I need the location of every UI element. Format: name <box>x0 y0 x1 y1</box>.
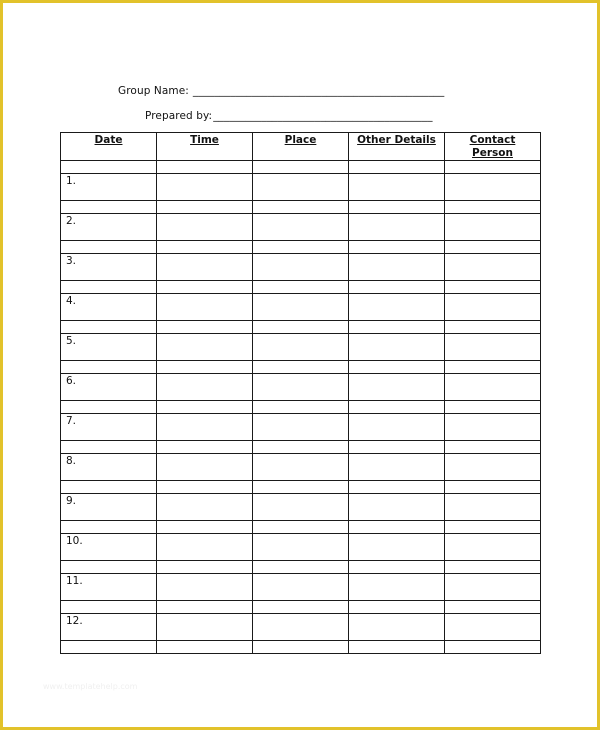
cell-other-details[interactable] <box>349 334 445 361</box>
table-row <box>61 214 541 241</box>
row-number-cell[interactable]: 7. <box>61 414 157 441</box>
cell-contact-person[interactable] <box>445 334 541 361</box>
group-name-blank-line[interactable]: _______________________________________________ <box>192 85 445 97</box>
cell-time[interactable] <box>157 334 253 361</box>
schedule-table-body <box>61 161 541 654</box>
cell-contact-person[interactable] <box>445 441 541 454</box>
cell-date[interactable] <box>61 441 157 454</box>
cell-time[interactable] <box>157 521 253 534</box>
cell-other-details[interactable] <box>349 641 445 654</box>
cell-place[interactable] <box>253 174 349 201</box>
cell-other-details[interactable] <box>349 521 445 534</box>
table-spacer-row <box>61 561 541 574</box>
cell-contact-person[interactable] <box>445 401 541 414</box>
row-number-cell[interactable]: 6. <box>61 374 157 401</box>
table-row <box>61 174 541 201</box>
cell-place[interactable] <box>253 334 349 361</box>
cell-time[interactable] <box>157 294 253 321</box>
cell-time[interactable] <box>157 174 253 201</box>
cell-place[interactable] <box>253 294 349 321</box>
cell-contact-person[interactable] <box>445 174 541 201</box>
cell-place[interactable] <box>253 614 349 641</box>
cell-other-details[interactable] <box>349 414 445 441</box>
cell-place[interactable] <box>253 241 349 254</box>
watermark-text: www.templatehelp.com <box>43 682 138 691</box>
row-number-cell[interactable]: 10. <box>61 534 157 561</box>
table-row <box>61 454 541 481</box>
cell-place[interactable] <box>253 374 349 401</box>
cell-place[interactable] <box>253 281 349 294</box>
cell-date[interactable] <box>61 601 157 614</box>
cell-other-details[interactable] <box>349 494 445 521</box>
cell-time[interactable] <box>157 241 253 254</box>
column-header-other-details: Other Details <box>349 133 445 161</box>
row-number-cell[interactable]: 3. <box>61 254 157 281</box>
column-header-contact-person: Contact Person <box>445 133 541 161</box>
cell-other-details[interactable] <box>349 214 445 241</box>
prepared-by-field <box>145 110 433 122</box>
cell-other-details[interactable] <box>349 401 445 414</box>
row-number-cell[interactable]: 8. <box>61 454 157 481</box>
cell-time[interactable] <box>157 401 253 414</box>
cell-time[interactable] <box>157 374 253 401</box>
cell-contact-person[interactable] <box>445 454 541 481</box>
table-row <box>61 534 541 561</box>
table-spacer-row <box>61 481 541 494</box>
cell-contact-person[interactable] <box>445 534 541 561</box>
cell-time[interactable] <box>157 454 253 481</box>
cell-time[interactable] <box>157 361 253 374</box>
cell-other-details[interactable] <box>349 441 445 454</box>
cell-place[interactable] <box>253 254 349 281</box>
cell-time[interactable] <box>157 614 253 641</box>
cell-other-details[interactable] <box>349 601 445 614</box>
cell-other-details[interactable] <box>349 294 445 321</box>
cell-time[interactable] <box>157 641 253 654</box>
cell-other-details[interactable] <box>349 281 445 294</box>
cell-contact-person[interactable] <box>445 561 541 574</box>
cell-contact-person[interactable] <box>445 161 541 174</box>
table-spacer-row <box>61 201 541 214</box>
cell-time[interactable] <box>157 321 253 334</box>
cell-time[interactable] <box>157 481 253 494</box>
cell-contact-person[interactable] <box>445 494 541 521</box>
cell-other-details[interactable] <box>349 374 445 401</box>
cell-place[interactable] <box>253 534 349 561</box>
cell-contact-person[interactable] <box>445 214 541 241</box>
table-row <box>61 254 541 281</box>
cell-place[interactable] <box>253 561 349 574</box>
cell-place[interactable] <box>253 321 349 334</box>
cell-date[interactable] <box>61 161 157 174</box>
cell-time[interactable] <box>157 441 253 454</box>
cell-contact-person[interactable] <box>445 481 541 494</box>
prepared-by-label: Prepared by: <box>145 110 213 122</box>
cell-place[interactable] <box>253 441 349 454</box>
cell-other-details[interactable] <box>349 201 445 214</box>
cell-contact-person[interactable] <box>445 374 541 401</box>
cell-time[interactable] <box>157 254 253 281</box>
row-number-cell[interactable]: 5. <box>61 334 157 361</box>
cell-contact-person[interactable] <box>445 241 541 254</box>
row-number-cell[interactable]: 1. <box>61 174 157 201</box>
cell-place[interactable] <box>253 414 349 441</box>
cell-place[interactable] <box>253 161 349 174</box>
cell-date[interactable] <box>61 521 157 534</box>
cell-place[interactable] <box>253 454 349 481</box>
cell-other-details[interactable] <box>349 614 445 641</box>
cell-time[interactable] <box>157 281 253 294</box>
cell-other-details[interactable] <box>349 174 445 201</box>
table-row <box>61 494 541 521</box>
cell-contact-person[interactable] <box>445 601 541 614</box>
table-spacer-row <box>61 641 541 654</box>
column-header-place: Place <box>253 133 349 161</box>
column-header-date: Date <box>61 133 157 161</box>
cell-time[interactable] <box>157 561 253 574</box>
cell-contact-person[interactable] <box>445 321 541 334</box>
table-spacer-row <box>61 241 541 254</box>
cell-place[interactable] <box>253 521 349 534</box>
table-row <box>61 414 541 441</box>
table-spacer-row <box>61 441 541 454</box>
table-row <box>61 614 541 641</box>
cell-other-details[interactable] <box>349 574 445 601</box>
table-spacer-row <box>61 361 541 374</box>
table-header-row <box>61 133 541 161</box>
schedule-table <box>60 132 541 654</box>
cell-date[interactable] <box>61 201 157 214</box>
cell-time[interactable] <box>157 494 253 521</box>
cell-contact-person[interactable] <box>445 641 541 654</box>
cell-other-details[interactable] <box>349 321 445 334</box>
cell-place[interactable] <box>253 574 349 601</box>
cell-time[interactable] <box>157 214 253 241</box>
cell-contact-person[interactable] <box>445 361 541 374</box>
cell-time[interactable] <box>157 601 253 614</box>
cell-other-details[interactable] <box>349 254 445 281</box>
table-spacer-row <box>61 321 541 334</box>
cell-date[interactable] <box>61 241 157 254</box>
cell-time[interactable] <box>157 414 253 441</box>
prepared-by-blank-line[interactable]: _________________________________________ <box>213 110 433 122</box>
cell-date[interactable] <box>61 481 157 494</box>
table-spacer-row <box>61 281 541 294</box>
cell-date[interactable] <box>61 561 157 574</box>
cell-contact-person[interactable] <box>445 574 541 601</box>
cell-contact-person[interactable] <box>445 521 541 534</box>
cell-place[interactable] <box>253 401 349 414</box>
table-row <box>61 294 541 321</box>
group-name-field <box>118 85 444 97</box>
table-row <box>61 574 541 601</box>
table-row <box>61 334 541 361</box>
row-number-cell[interactable]: 4. <box>61 294 157 321</box>
cell-date[interactable] <box>61 361 157 374</box>
cell-other-details[interactable] <box>349 534 445 561</box>
table-spacer-row <box>61 161 541 174</box>
cell-other-details[interactable] <box>349 481 445 494</box>
row-number-cell[interactable]: 11. <box>61 574 157 601</box>
cell-contact-person[interactable] <box>445 254 541 281</box>
cell-place[interactable] <box>253 481 349 494</box>
cell-date[interactable] <box>61 401 157 414</box>
row-number-cell[interactable]: 12. <box>61 614 157 641</box>
cell-date[interactable] <box>61 281 157 294</box>
cell-contact-person[interactable] <box>445 294 541 321</box>
cell-contact-person[interactable] <box>445 414 541 441</box>
cell-other-details[interactable] <box>349 561 445 574</box>
column-header-time: Time <box>157 133 253 161</box>
cell-time[interactable] <box>157 574 253 601</box>
cell-other-details[interactable] <box>349 241 445 254</box>
cell-contact-person[interactable] <box>445 201 541 214</box>
cell-place[interactable] <box>253 494 349 521</box>
cell-other-details[interactable] <box>349 361 445 374</box>
cell-date[interactable] <box>61 321 157 334</box>
cell-place[interactable] <box>253 641 349 654</box>
table-spacer-row <box>61 401 541 414</box>
cell-other-details[interactable] <box>349 454 445 481</box>
cell-contact-person[interactable] <box>445 614 541 641</box>
cell-place[interactable] <box>253 201 349 214</box>
cell-place[interactable] <box>253 214 349 241</box>
table-row <box>61 374 541 401</box>
cell-time[interactable] <box>157 161 253 174</box>
row-number-cell[interactable]: 9. <box>61 494 157 521</box>
row-number-cell[interactable]: 2. <box>61 214 157 241</box>
cell-place[interactable] <box>253 361 349 374</box>
table-spacer-row <box>61 521 541 534</box>
cell-place[interactable] <box>253 601 349 614</box>
cell-date[interactable] <box>61 641 157 654</box>
table-spacer-row <box>61 601 541 614</box>
group-name-label: Group Name: <box>118 85 189 97</box>
cell-time[interactable] <box>157 201 253 214</box>
cell-contact-person[interactable] <box>445 281 541 294</box>
cell-time[interactable] <box>157 534 253 561</box>
cell-other-details[interactable] <box>349 161 445 174</box>
